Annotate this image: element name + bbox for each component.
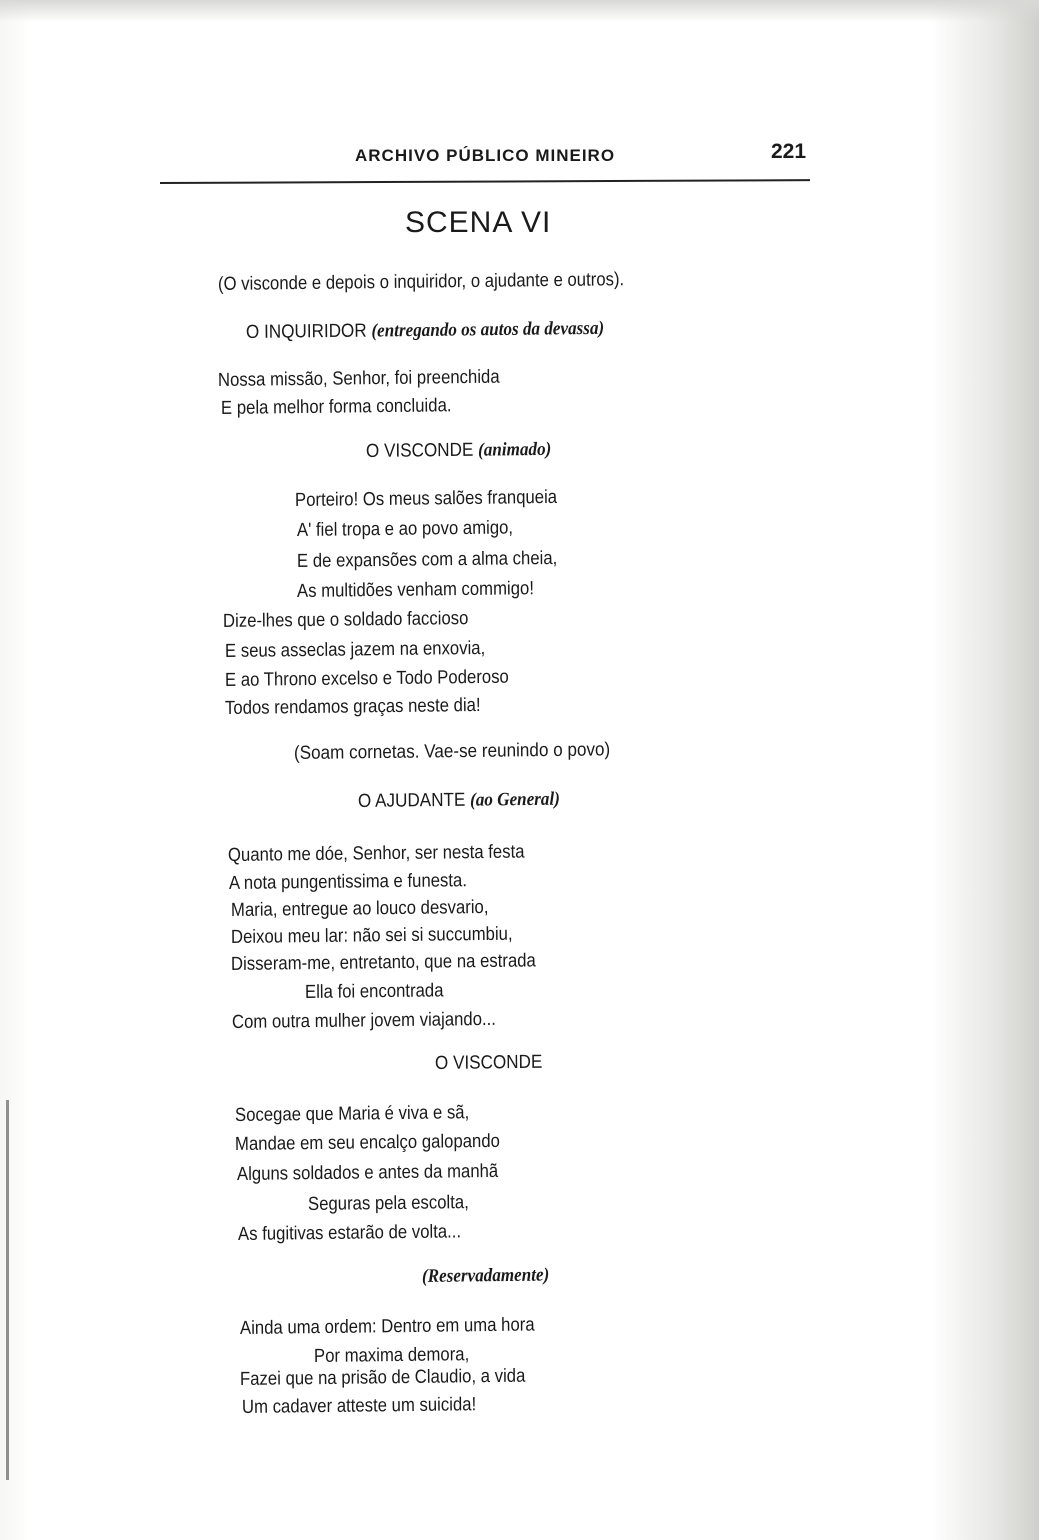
stage-direction: (entregando os autos da devassa): [371, 317, 605, 342]
verse-line: A' fiel tropa e ao povo amigo,: [296, 517, 514, 541]
stage-direction: [422, 1265, 549, 1288]
verse-line: Todos rendamos graças neste dia!: [224, 694, 481, 719]
speaker-name: O AJUDANTE: [357, 789, 466, 812]
verse-line: E ao Throno excelso e Todo Poderoso: [224, 666, 509, 691]
speaker-visconde: [366, 439, 551, 463]
speaker-inquiridor: [246, 318, 604, 344]
page-number: 221: [771, 140, 807, 163]
verse-line: Fazei que na prisão de Claudio, a vida: [239, 1365, 526, 1390]
stage-direction-text: (Reservadamente): [421, 1264, 550, 1287]
verse-line: Deixou meu lar: não sei si succumbiu,: [230, 923, 513, 948]
cast-note: (O visconde e depois o inquiridor, o ajudante e outros).: [217, 269, 625, 295]
verse-line: Por maxima demora,: [313, 1344, 470, 1367]
speaker-visconde: [435, 1052, 543, 1075]
header-rule: [160, 179, 810, 184]
verse-line: Dize-lhes que o soldado faccioso: [222, 608, 469, 632]
verse-line: Ainda uma ordem: Dentro em uma hora: [239, 1314, 535, 1339]
verse-line: E seus asseclas jazem na enxovia,: [224, 637, 486, 662]
verse-line: Socegae que Maria é viva e sã,: [234, 1102, 470, 1126]
speaker-ajudante: [358, 789, 560, 813]
verse-line: E pela melhor forma concluida.: [220, 395, 452, 419]
verse-line: As fugitivas estarão de volta...: [237, 1221, 462, 1245]
verse-line: Porteiro! Os meus salões franqueia: [294, 486, 558, 511]
verse-line: Alguns soldados e antes da manhã: [236, 1160, 499, 1185]
speaker-name: O VISCONDE: [365, 439, 474, 462]
stage-direction: (ao General): [470, 788, 560, 811]
verse-line: A nota pungentissima e funesta.: [228, 870, 468, 894]
scan-shadow-top: [0, 0, 1039, 22]
verse-line: Quanto me dóe, Senhor, ser nesta festa: [227, 841, 525, 866]
verse-line: Mandae em seu encalço galopando: [234, 1130, 501, 1155]
verse-line: Ella foi encontrada: [304, 980, 444, 1003]
verse-line: E de expansões com a alma cheia,: [296, 547, 558, 572]
speaker-name: O VISCONDE: [434, 1051, 543, 1074]
scene-title: SCENA VI: [405, 206, 552, 239]
verse-line: Seguras pela escolta,: [307, 1192, 469, 1215]
verse-line: Um cadaver atteste um suicida!: [241, 1394, 477, 1418]
stage-direction: (Soam cornetas. Vae-se reunindo o povo): [293, 739, 611, 764]
stage-direction: (animado): [478, 438, 552, 461]
running-head: ARCHIVO PÚBLICO MINEIRO: [355, 146, 616, 165]
scan-edge-left: [6, 1100, 9, 1480]
verse-line: Maria, entregue ao louco desvario,: [230, 896, 489, 921]
speaker-name: O INQUIRIDOR: [245, 320, 367, 343]
verse-line: Disseram-me, entretanto, que na estrada: [230, 950, 536, 975]
verse-line: Nossa missão, Senhor, foi preenchida: [217, 366, 500, 391]
verse-line: As multidões venham commigo!: [296, 578, 535, 602]
verse-line: Com outra mulher jovem viajando...: [231, 1008, 497, 1033]
